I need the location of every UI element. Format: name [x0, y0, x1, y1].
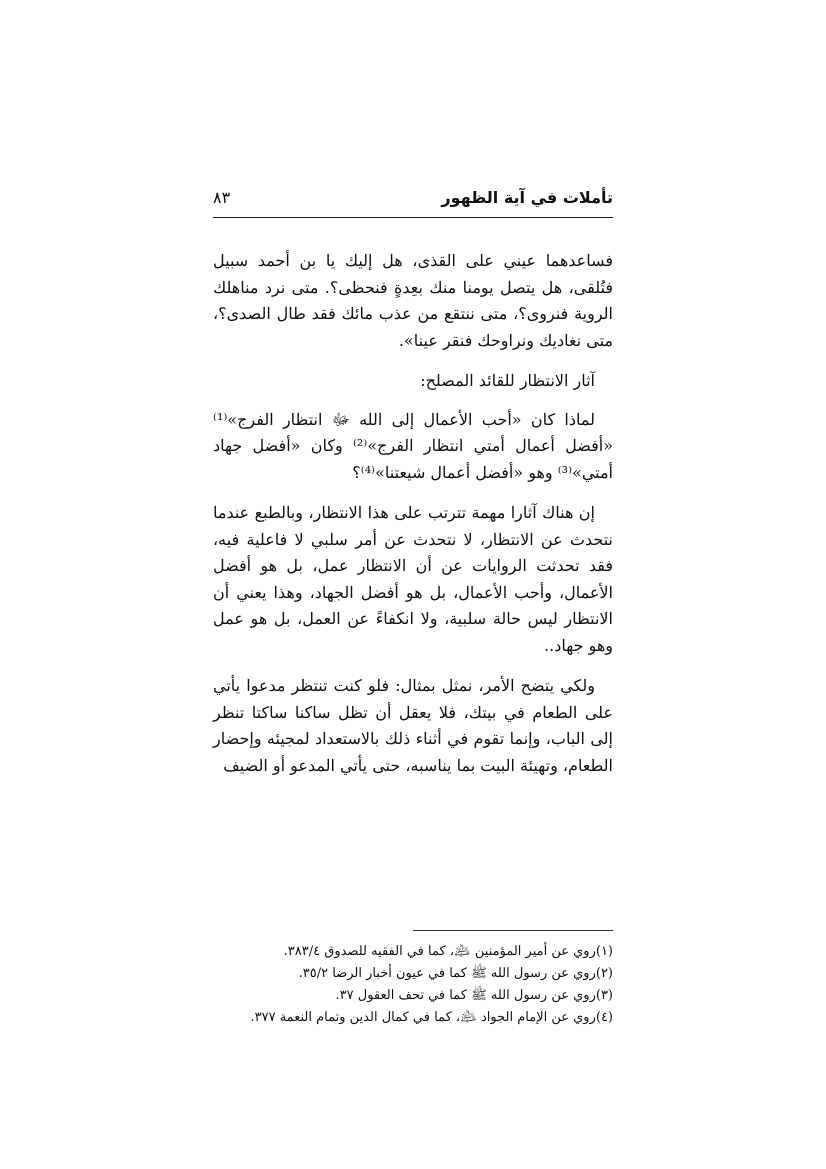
- paragraph-1: فساعدهما عيني على القذى، هل إليك يا بن أحمد سبيل فتُلقى، هل يتصل يومنا منك بعِدةٍ فنحظى؟. متى نرد مناهلك الروية فنروى؟، متى ننتقع من عذب مائك فقد طال الصدى؟، متى نغاديك ونراوحك فنقر عينا».: [213, 251, 613, 350]
- footnote-2: (٢)روي عن رسول الله ﷺ كما في عيون أخبار الرضا ٣٥/٢.: [298, 966, 613, 981]
- running-header: [213, 188, 613, 210]
- footnote-4: (٤)روي عن الإمام الجواد ﵇، كما في كمال الدين وتمام النعمة ٣٧٧.: [250, 1010, 613, 1025]
- main-text: [213, 248, 613, 793]
- paragraph-2: لماذا كان «أحب الأعمال إلى الله ﷻ انتظار الفرج»⁽¹⁾ «أفضل أعمال أمتي انتظار الفرج»⁽²⁾ وكان «أفضل جهاد أمتي»⁽³⁾ وهو «أفضل أعمال شيعتنا»⁽⁴⁾؟: [213, 409, 614, 482]
- footnotes: [213, 941, 613, 1029]
- header-divider: [213, 217, 613, 218]
- paragraph-4: ولكي يتضح الأمر، نمثل بمثال: فلو كنت تنتظر مدعوا يأتي على الطعام في بيتك، فلا يعقل أن تظل ساكنا ساكتا تنظر إلى الباب، وإنما تقوم في أثناء ذلك بالاستعداد لمجيئه وإحضار الطعام، وتهيئة البيت بما يناسبه، حتى يأتي المدعو أو الضيف: [213, 676, 613, 775]
- footnote-1: (١)روي عن أمير المؤمنين ﵇، كما في الفقيه للصدوق ٣٨٣/٤.: [283, 944, 613, 959]
- footnote-3: (٣)روي عن رسول الله ﷺ كما في تحف العقول ٣٧.: [335, 988, 613, 1003]
- section-heading: آثار الانتظار للقائد المصلح:: [420, 371, 595, 390]
- paragraph-3: إن هناك آثارا مهمة تترتب على هذا الانتظار، وبالطبع عندما نتحدث عن الانتظار، لا نتحدث عن أمر سلبي لا فاعلية فيه، فقد تحدثت الروايات عن أن الانتظار عمل، بل هو أفضل الأعمال، وأحب الأعمال، بل هو أفضل الجهاد، وهذا يعني أن الانتظار ليس حالة سلبية، ولا انكفاءً عن العمل، بل هو عمل وهو جهاد..: [213, 503, 613, 655]
- running-title: تأملات في آية الظهور: [441, 188, 613, 207]
- footnote-divider: [413, 930, 613, 931]
- page-number: ٨٣: [213, 188, 231, 207]
